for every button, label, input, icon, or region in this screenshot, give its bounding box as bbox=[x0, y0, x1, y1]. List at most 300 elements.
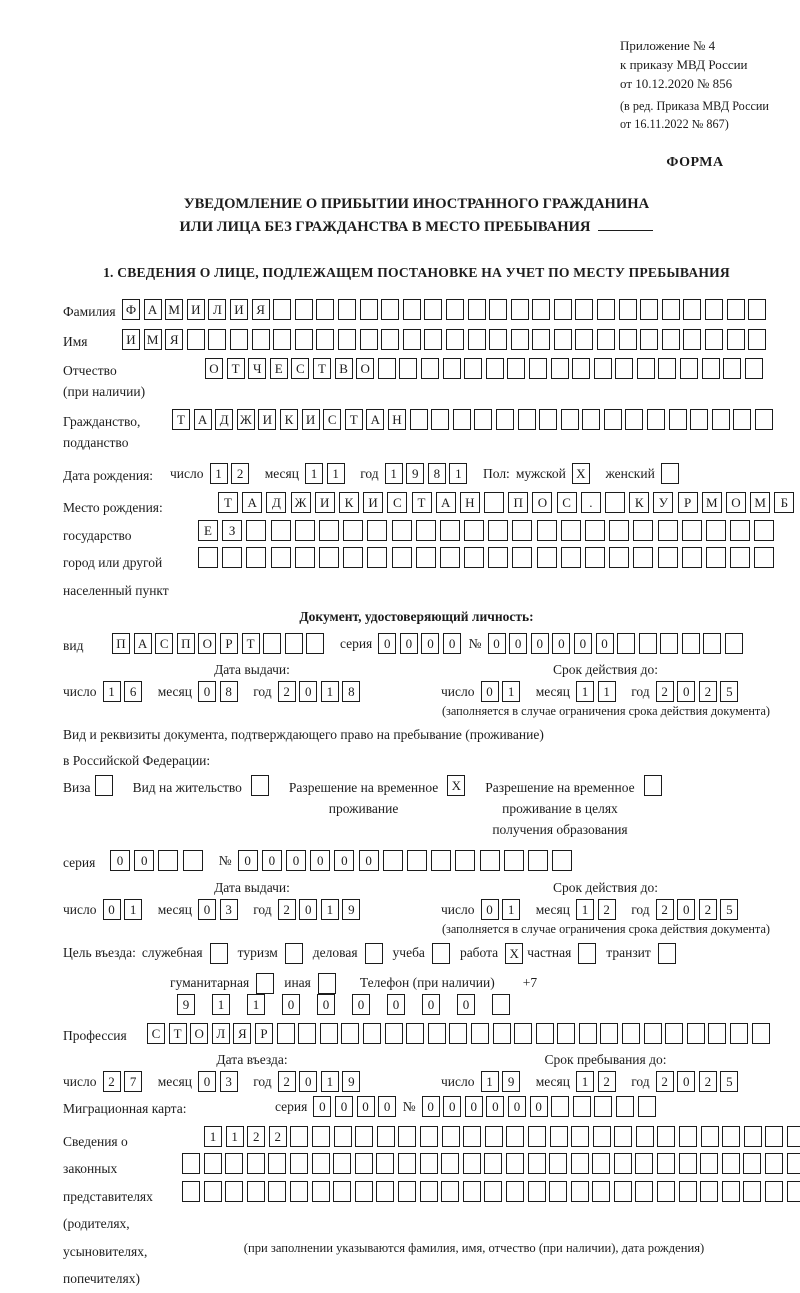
char-cell[interactable]: К bbox=[629, 492, 649, 513]
char-cell[interactable]: 3 bbox=[220, 899, 238, 920]
char-cell[interactable] bbox=[263, 633, 281, 654]
char-cell[interactable] bbox=[507, 358, 525, 379]
char-cell[interactable] bbox=[640, 329, 658, 350]
char-cell[interactable]: Р bbox=[678, 492, 698, 513]
char-cell[interactable]: 9 bbox=[342, 1071, 360, 1092]
char-cell[interactable] bbox=[338, 299, 356, 320]
char-cell[interactable] bbox=[582, 409, 600, 430]
char-cell[interactable]: 1 bbox=[598, 681, 616, 702]
birth-place-cells-2[interactable] bbox=[198, 520, 799, 541]
char-cell[interactable]: 0 bbox=[574, 633, 592, 654]
char-cell[interactable] bbox=[488, 520, 508, 541]
entry-day-cells[interactable] bbox=[103, 1071, 146, 1092]
char-cell[interactable] bbox=[406, 1023, 424, 1044]
char-cell[interactable] bbox=[549, 1153, 567, 1174]
char-cell[interactable]: 0 bbox=[596, 633, 614, 654]
char-cell[interactable] bbox=[182, 1181, 200, 1202]
char-cell[interactable] bbox=[528, 1181, 546, 1202]
migration-number-cells[interactable] bbox=[422, 1096, 660, 1117]
char-cell[interactable] bbox=[474, 409, 492, 430]
char-cell[interactable]: 0 bbox=[198, 1071, 216, 1092]
char-cell[interactable] bbox=[443, 358, 461, 379]
char-cell[interactable]: 0 bbox=[198, 681, 216, 702]
char-cell[interactable]: 0 bbox=[481, 899, 499, 920]
char-cell[interactable] bbox=[752, 1023, 770, 1044]
char-cell[interactable]: 0 bbox=[357, 1096, 375, 1117]
char-cell[interactable] bbox=[679, 1181, 697, 1202]
visa-checkbox[interactable] bbox=[95, 775, 113, 796]
char-cell[interactable] bbox=[463, 1126, 481, 1147]
char-cell[interactable] bbox=[687, 1023, 705, 1044]
char-cell[interactable] bbox=[679, 1126, 697, 1147]
char-cell[interactable] bbox=[593, 1126, 611, 1147]
char-cell[interactable] bbox=[376, 1153, 394, 1174]
char-cell[interactable] bbox=[528, 850, 548, 871]
char-cell[interactable]: 1 bbox=[204, 1126, 222, 1147]
char-cell[interactable] bbox=[333, 1181, 351, 1202]
char-cell[interactable] bbox=[561, 520, 581, 541]
char-cell[interactable] bbox=[640, 299, 658, 320]
char-cell[interactable] bbox=[594, 1096, 612, 1117]
char-cell[interactable] bbox=[539, 409, 557, 430]
char-cell[interactable] bbox=[486, 358, 504, 379]
char-cell[interactable] bbox=[529, 358, 547, 379]
char-cell[interactable] bbox=[604, 409, 622, 430]
char-cell[interactable]: 1 bbox=[385, 463, 403, 484]
char-cell[interactable] bbox=[682, 547, 702, 568]
char-cell[interactable] bbox=[528, 1153, 546, 1174]
char-cell[interactable] bbox=[378, 358, 396, 379]
char-cell[interactable] bbox=[669, 409, 687, 430]
patronymic-cells[interactable] bbox=[205, 358, 766, 379]
char-cell[interactable]: 2 bbox=[278, 1071, 296, 1092]
representatives-cells-1[interactable] bbox=[204, 1126, 800, 1147]
char-cell[interactable] bbox=[511, 329, 529, 350]
char-cell[interactable]: И bbox=[187, 299, 205, 320]
char-cell[interactable]: 2 bbox=[656, 681, 674, 702]
char-cell[interactable]: 0 bbox=[282, 994, 300, 1015]
char-cell[interactable] bbox=[765, 1153, 783, 1174]
char-cell[interactable]: 2 bbox=[247, 1126, 265, 1147]
char-cell[interactable]: 0 bbox=[422, 1096, 440, 1117]
char-cell[interactable] bbox=[683, 299, 701, 320]
char-cell[interactable] bbox=[316, 329, 334, 350]
char-cell[interactable]: Т bbox=[227, 358, 245, 379]
char-cell[interactable] bbox=[571, 1126, 589, 1147]
birth-place-cells-3[interactable] bbox=[198, 547, 799, 568]
char-cell[interactable] bbox=[551, 358, 569, 379]
char-cell[interactable] bbox=[290, 1126, 308, 1147]
purpose-official-checkbox[interactable] bbox=[210, 943, 228, 964]
char-cell[interactable]: 1 bbox=[305, 463, 323, 484]
char-cell[interactable]: О bbox=[726, 492, 746, 513]
char-cell[interactable]: 0 bbox=[677, 681, 695, 702]
char-cell[interactable] bbox=[441, 1153, 459, 1174]
char-cell[interactable] bbox=[550, 1126, 568, 1147]
char-cell[interactable]: 0 bbox=[481, 681, 499, 702]
char-cell[interactable] bbox=[319, 520, 339, 541]
char-cell[interactable] bbox=[592, 1181, 610, 1202]
char-cell[interactable]: 1 bbox=[210, 463, 228, 484]
char-cell[interactable]: Ж bbox=[291, 492, 311, 513]
char-cell[interactable] bbox=[723, 358, 741, 379]
char-cell[interactable] bbox=[268, 1153, 286, 1174]
char-cell[interactable]: 0 bbox=[110, 850, 130, 871]
char-cell[interactable]: 1 bbox=[247, 994, 265, 1015]
char-cell[interactable]: 2 bbox=[598, 899, 616, 920]
char-cell[interactable] bbox=[343, 520, 363, 541]
char-cell[interactable] bbox=[158, 850, 178, 871]
char-cell[interactable]: 1 bbox=[502, 681, 520, 702]
char-cell[interactable] bbox=[442, 1126, 460, 1147]
char-cell[interactable]: Т bbox=[345, 409, 363, 430]
char-cell[interactable]: И bbox=[315, 492, 335, 513]
char-cell[interactable] bbox=[787, 1126, 800, 1147]
char-cell[interactable] bbox=[506, 1181, 524, 1202]
char-cell[interactable]: 5 bbox=[720, 1071, 738, 1092]
char-cell[interactable] bbox=[271, 520, 291, 541]
char-cell[interactable] bbox=[572, 358, 590, 379]
char-cell[interactable] bbox=[363, 1023, 381, 1044]
char-cell[interactable] bbox=[431, 409, 449, 430]
char-cell[interactable] bbox=[614, 1181, 632, 1202]
char-cell[interactable]: 1 bbox=[103, 681, 121, 702]
char-cell[interactable] bbox=[441, 1181, 459, 1202]
purpose-transit-checkbox[interactable] bbox=[658, 943, 676, 964]
char-cell[interactable] bbox=[182, 1153, 200, 1174]
residence-permit-checkbox[interactable] bbox=[251, 775, 269, 796]
char-cell[interactable] bbox=[658, 520, 678, 541]
char-cell[interactable]: 0 bbox=[552, 633, 570, 654]
char-cell[interactable] bbox=[552, 850, 572, 871]
char-cell[interactable] bbox=[754, 520, 774, 541]
char-cell[interactable]: Я bbox=[252, 299, 270, 320]
char-cell[interactable] bbox=[298, 1023, 316, 1044]
char-cell[interactable]: М bbox=[750, 492, 770, 513]
char-cell[interactable] bbox=[471, 1023, 489, 1044]
char-cell[interactable] bbox=[367, 547, 387, 568]
char-cell[interactable] bbox=[290, 1153, 308, 1174]
char-cell[interactable]: С bbox=[557, 492, 577, 513]
char-cell[interactable] bbox=[616, 1096, 634, 1117]
char-cell[interactable] bbox=[614, 1153, 632, 1174]
char-cell[interactable] bbox=[579, 1023, 597, 1044]
char-cell[interactable] bbox=[252, 329, 270, 350]
temp-residence-checkbox[interactable]: X bbox=[447, 775, 465, 796]
char-cell[interactable]: 0 bbox=[488, 633, 506, 654]
char-cell[interactable] bbox=[600, 1023, 618, 1044]
purpose-other-checkbox[interactable] bbox=[318, 973, 336, 994]
char-cell[interactable] bbox=[754, 547, 774, 568]
char-cell[interactable] bbox=[787, 1181, 800, 1202]
profession-cells[interactable] bbox=[147, 1023, 773, 1044]
char-cell[interactable]: Р bbox=[255, 1023, 273, 1044]
char-cell[interactable]: 7 bbox=[124, 1071, 142, 1092]
char-cell[interactable]: Т bbox=[218, 492, 238, 513]
char-cell[interactable] bbox=[597, 299, 615, 320]
char-cell[interactable]: Н bbox=[460, 492, 480, 513]
char-cell[interactable] bbox=[700, 1153, 718, 1174]
char-cell[interactable] bbox=[295, 547, 315, 568]
char-cell[interactable] bbox=[536, 1023, 554, 1044]
char-cell[interactable]: 1 bbox=[481, 1071, 499, 1092]
char-cell[interactable]: 1 bbox=[321, 681, 339, 702]
char-cell[interactable] bbox=[204, 1153, 222, 1174]
char-cell[interactable]: 8 bbox=[220, 681, 238, 702]
char-cell[interactable]: 2 bbox=[699, 681, 717, 702]
char-cell[interactable] bbox=[463, 1153, 481, 1174]
char-cell[interactable] bbox=[575, 299, 593, 320]
char-cell[interactable] bbox=[605, 492, 625, 513]
char-cell[interactable]: 0 bbox=[286, 850, 306, 871]
char-cell[interactable]: 2 bbox=[656, 1071, 674, 1092]
char-cell[interactable] bbox=[407, 850, 427, 871]
char-cell[interactable] bbox=[647, 409, 665, 430]
char-cell[interactable]: 2 bbox=[278, 681, 296, 702]
char-cell[interactable]: П bbox=[177, 633, 195, 654]
char-cell[interactable] bbox=[703, 633, 721, 654]
char-cell[interactable] bbox=[609, 547, 629, 568]
char-cell[interactable]: 0 bbox=[198, 899, 216, 920]
char-cell[interactable] bbox=[464, 358, 482, 379]
char-cell[interactable] bbox=[489, 329, 507, 350]
char-cell[interactable] bbox=[743, 1181, 761, 1202]
char-cell[interactable] bbox=[625, 409, 643, 430]
char-cell[interactable] bbox=[468, 299, 486, 320]
char-cell[interactable]: 9 bbox=[502, 1071, 520, 1092]
char-cell[interactable] bbox=[355, 1153, 373, 1174]
char-cell[interactable]: 0 bbox=[677, 1071, 695, 1092]
char-cell[interactable]: С bbox=[323, 409, 341, 430]
char-cell[interactable] bbox=[682, 633, 700, 654]
char-cell[interactable]: 0 bbox=[317, 994, 335, 1015]
char-cell[interactable] bbox=[619, 329, 637, 350]
char-cell[interactable]: О bbox=[190, 1023, 208, 1044]
char-cell[interactable] bbox=[277, 1023, 295, 1044]
char-cell[interactable] bbox=[183, 850, 203, 871]
char-cell[interactable] bbox=[385, 1023, 403, 1044]
char-cell[interactable] bbox=[484, 1153, 502, 1174]
char-cell[interactable]: 1 bbox=[212, 994, 230, 1015]
char-cell[interactable] bbox=[403, 329, 421, 350]
char-cell[interactable]: 6 bbox=[124, 681, 142, 702]
char-cell[interactable]: Я bbox=[233, 1023, 251, 1044]
char-cell[interactable] bbox=[787, 1153, 800, 1174]
char-cell[interactable] bbox=[453, 409, 471, 430]
char-cell[interactable]: 2 bbox=[598, 1071, 616, 1092]
char-cell[interactable] bbox=[722, 1181, 740, 1202]
char-cell[interactable]: 1 bbox=[226, 1126, 244, 1147]
residence-series-cells[interactable] bbox=[110, 850, 207, 871]
char-cell[interactable] bbox=[383, 850, 403, 871]
char-cell[interactable] bbox=[398, 1181, 416, 1202]
char-cell[interactable]: 0 bbox=[387, 994, 405, 1015]
char-cell[interactable]: 1 bbox=[321, 899, 339, 920]
name-cells[interactable] bbox=[122, 329, 770, 350]
char-cell[interactable] bbox=[702, 358, 720, 379]
char-cell[interactable]: Я bbox=[165, 329, 183, 350]
char-cell[interactable]: Т bbox=[412, 492, 432, 513]
char-cell[interactable] bbox=[745, 358, 763, 379]
char-cell[interactable] bbox=[381, 299, 399, 320]
char-cell[interactable] bbox=[635, 1181, 653, 1202]
char-cell[interactable]: 1 bbox=[321, 1071, 339, 1092]
female-checkbox[interactable] bbox=[661, 463, 679, 484]
char-cell[interactable] bbox=[420, 1153, 438, 1174]
char-cell[interactable] bbox=[748, 299, 766, 320]
char-cell[interactable] bbox=[635, 1153, 653, 1174]
char-cell[interactable] bbox=[506, 1126, 524, 1147]
char-cell[interactable]: 0 bbox=[262, 850, 282, 871]
char-cell[interactable] bbox=[496, 409, 514, 430]
residence-number-cells[interactable] bbox=[238, 850, 577, 871]
char-cell[interactable] bbox=[271, 547, 291, 568]
char-cell[interactable] bbox=[440, 520, 460, 541]
char-cell[interactable] bbox=[662, 329, 680, 350]
char-cell[interactable] bbox=[246, 547, 266, 568]
char-cell[interactable] bbox=[295, 329, 313, 350]
char-cell[interactable] bbox=[492, 994, 510, 1015]
char-cell[interactable]: 0 bbox=[334, 850, 354, 871]
char-cell[interactable]: О bbox=[356, 358, 374, 379]
char-cell[interactable] bbox=[392, 520, 412, 541]
char-cell[interactable]: И bbox=[258, 409, 276, 430]
char-cell[interactable]: . bbox=[581, 492, 601, 513]
doc-series-cells[interactable] bbox=[378, 633, 464, 654]
char-cell[interactable] bbox=[727, 299, 745, 320]
char-cell[interactable]: И bbox=[230, 299, 248, 320]
char-cell[interactable]: 0 bbox=[335, 1096, 353, 1117]
char-cell[interactable] bbox=[594, 358, 612, 379]
char-cell[interactable]: 0 bbox=[400, 633, 418, 654]
char-cell[interactable] bbox=[468, 329, 486, 350]
char-cell[interactable] bbox=[312, 1153, 330, 1174]
char-cell[interactable] bbox=[712, 409, 730, 430]
identity-expiry-year-cells[interactable] bbox=[656, 681, 742, 702]
char-cell[interactable] bbox=[230, 329, 248, 350]
temp-residence-education-checkbox[interactable] bbox=[644, 775, 662, 796]
char-cell[interactable]: О bbox=[205, 358, 223, 379]
char-cell[interactable]: В bbox=[335, 358, 353, 379]
char-cell[interactable]: 0 bbox=[509, 633, 527, 654]
char-cell[interactable] bbox=[705, 329, 723, 350]
char-cell[interactable] bbox=[512, 547, 532, 568]
identity-issue-month-cells[interactable] bbox=[198, 681, 241, 702]
char-cell[interactable] bbox=[343, 547, 363, 568]
char-cell[interactable] bbox=[639, 633, 657, 654]
char-cell[interactable] bbox=[551, 1096, 569, 1117]
char-cell[interactable]: 0 bbox=[134, 850, 154, 871]
char-cell[interactable] bbox=[431, 850, 451, 871]
purpose-business-checkbox[interactable] bbox=[365, 943, 383, 964]
char-cell[interactable] bbox=[660, 633, 678, 654]
char-cell[interactable]: 5 bbox=[720, 899, 738, 920]
birth-year-cells[interactable] bbox=[385, 463, 471, 484]
char-cell[interactable] bbox=[765, 1181, 783, 1202]
char-cell[interactable] bbox=[485, 1126, 503, 1147]
char-cell[interactable] bbox=[424, 299, 442, 320]
char-cell[interactable]: 2 bbox=[103, 1071, 121, 1092]
char-cell[interactable]: 2 bbox=[656, 899, 674, 920]
residence-issue-month-cells[interactable] bbox=[198, 899, 241, 920]
char-cell[interactable]: Д bbox=[215, 409, 233, 430]
char-cell[interactable] bbox=[360, 329, 378, 350]
char-cell[interactable]: 0 bbox=[486, 1096, 504, 1117]
char-cell[interactable]: Д bbox=[266, 492, 286, 513]
char-cell[interactable]: 1 bbox=[576, 681, 594, 702]
char-cell[interactable]: 5 bbox=[720, 681, 738, 702]
char-cell[interactable]: О bbox=[198, 633, 216, 654]
char-cell[interactable]: 8 bbox=[428, 463, 446, 484]
char-cell[interactable]: 0 bbox=[508, 1096, 526, 1117]
char-cell[interactable]: 0 bbox=[677, 899, 695, 920]
char-cell[interactable] bbox=[198, 547, 218, 568]
surname-cells[interactable] bbox=[122, 299, 770, 320]
char-cell[interactable] bbox=[609, 520, 629, 541]
char-cell[interactable] bbox=[683, 329, 701, 350]
char-cell[interactable] bbox=[619, 299, 637, 320]
char-cell[interactable] bbox=[561, 409, 579, 430]
char-cell[interactable] bbox=[554, 299, 572, 320]
char-cell[interactable] bbox=[633, 547, 653, 568]
char-cell[interactable]: 2 bbox=[269, 1126, 287, 1147]
char-cell[interactable] bbox=[204, 1181, 222, 1202]
char-cell[interactable] bbox=[381, 329, 399, 350]
char-cell[interactable] bbox=[464, 547, 484, 568]
char-cell[interactable] bbox=[537, 547, 557, 568]
char-cell[interactable] bbox=[312, 1181, 330, 1202]
char-cell[interactable] bbox=[463, 1181, 481, 1202]
char-cell[interactable] bbox=[658, 358, 676, 379]
char-cell[interactable] bbox=[706, 520, 726, 541]
char-cell[interactable] bbox=[424, 329, 442, 350]
char-cell[interactable] bbox=[504, 850, 524, 871]
char-cell[interactable] bbox=[222, 547, 242, 568]
char-cell[interactable] bbox=[680, 358, 698, 379]
char-cell[interactable] bbox=[360, 299, 378, 320]
char-cell[interactable] bbox=[484, 1181, 502, 1202]
char-cell[interactable] bbox=[722, 1126, 740, 1147]
char-cell[interactable]: 0 bbox=[313, 1096, 331, 1117]
char-cell[interactable] bbox=[225, 1153, 243, 1174]
char-cell[interactable] bbox=[268, 1181, 286, 1202]
char-cell[interactable]: А bbox=[134, 633, 152, 654]
char-cell[interactable]: С bbox=[155, 633, 173, 654]
identity-issue-year-cells[interactable] bbox=[278, 681, 364, 702]
char-cell[interactable]: 2 bbox=[278, 899, 296, 920]
phone-cells[interactable] bbox=[170, 994, 520, 1015]
char-cell[interactable] bbox=[319, 547, 339, 568]
char-cell[interactable] bbox=[585, 547, 605, 568]
entry-month-cells[interactable] bbox=[198, 1071, 241, 1092]
stay-month-cells[interactable] bbox=[576, 1071, 619, 1092]
char-cell[interactable]: Т bbox=[242, 633, 260, 654]
char-cell[interactable] bbox=[208, 329, 226, 350]
char-cell[interactable]: К bbox=[280, 409, 298, 430]
char-cell[interactable]: Е bbox=[198, 520, 218, 541]
char-cell[interactable]: 0 bbox=[359, 850, 379, 871]
char-cell[interactable]: 0 bbox=[299, 899, 317, 920]
char-cell[interactable] bbox=[765, 1126, 783, 1147]
char-cell[interactable] bbox=[455, 850, 475, 871]
char-cell[interactable] bbox=[341, 1023, 359, 1044]
char-cell[interactable] bbox=[285, 633, 303, 654]
char-cell[interactable]: М bbox=[702, 492, 722, 513]
char-cell[interactable]: 1 bbox=[124, 899, 142, 920]
char-cell[interactable] bbox=[392, 547, 412, 568]
residence-issue-year-cells[interactable] bbox=[278, 899, 364, 920]
char-cell[interactable] bbox=[316, 299, 334, 320]
